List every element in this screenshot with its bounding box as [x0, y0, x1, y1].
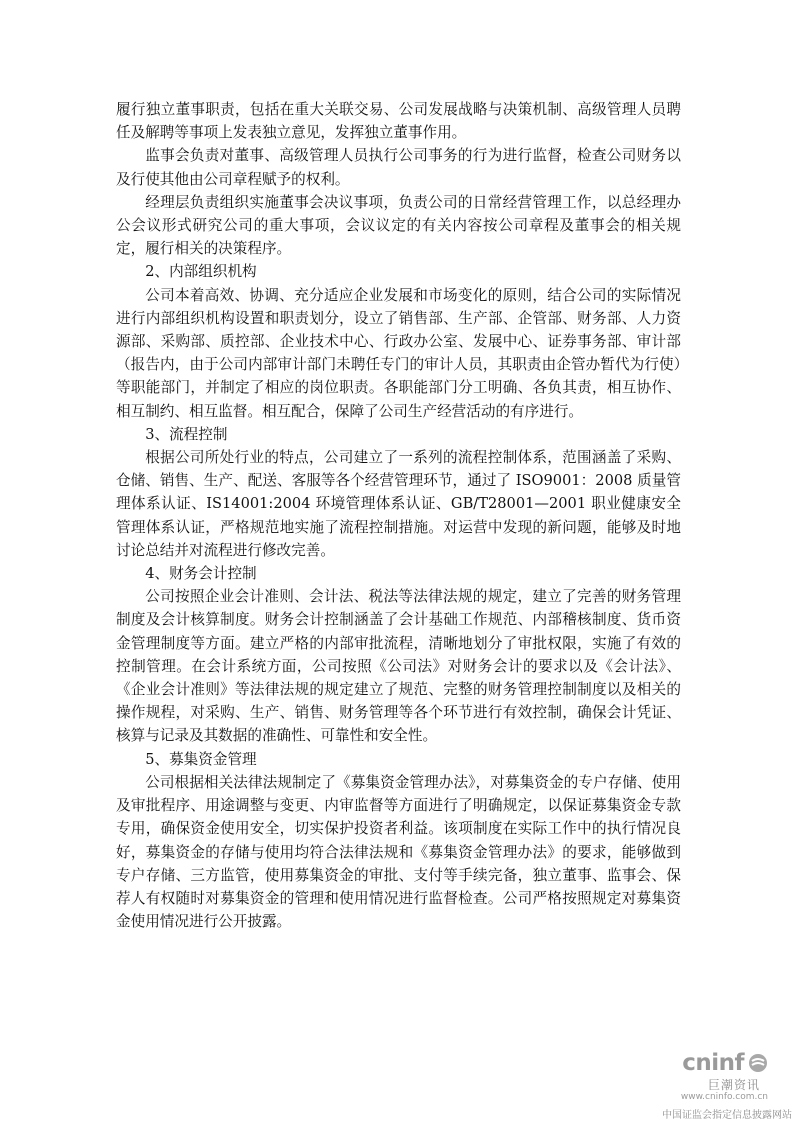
document-body [116, 98, 681, 933]
section-heading: 3、流程控制 [145, 425, 228, 443]
paragraph: 监事会负责对董事、高级管理人员执行公司事务的行为进行监督，检查公司财务以及行使其他由公司章程赋予的权利。 [116, 147, 681, 188]
logo-tagline: 中国证监会指定信息披露网站 [662, 1110, 792, 1121]
section-heading: 5、募集资金管理 [145, 750, 257, 768]
paragraph: 履行独立董事职责，包括在重大关联交易、公司发展战略与决策机制、高级管理人员聘任及解聘等事项上发表独立意见，发挥独立董事作用。 [116, 101, 681, 142]
paragraph: 经理层负责组织实施董事会决议事项，负责公司的日常经营管理工作，以总经理办公会议形式研究公司的重大事项，会议议定的有关内容按公司章程及董事会的相关规定，履行相关的决策程序。 [116, 193, 681, 258]
paragraph: 公司本着高效、协调、充分适应企业发展和市场变化的原则，结合公司的实际情况进行内部组织机构设置和职责划分，设立了销售部、生产部、企管部、财务部、人力资源部、采购部、质控部、企业技术中心、行政办公室、发展中心、证券事务部、审计部（报告内，由于公司内部审计部门未聘任专门的审计人员，其职责由企管办暂代为行使）等职能部门，并制定了相应的岗位职责。各职能部门分工明确、各负其责，相互协作、相互制约、相互监督。相互配合，保障了公司生产经营活动的有序进行。 [116, 286, 681, 420]
paragraph: 公司根据相关法律法规制定了《募集资金管理办法》，对募集资金的专户存储、使用及审批程序、用途调整与变更、内审监督等方面进行了明确规定，以保证募集资金专款专用，确保资金使用安全，切实保护投资者利益。该项制度在实际工作中的执行情况良好，募集资金的存储与使用均符合法律法规和《募集资金管理办法》的要求，能够做到专户存储、三方监管，使用募集资金的审批、支付等手续完备，独立董事、监事会、保荐人有权随时对募集资金的管理和使用情况进行监督检查。公司严格按照规定对募集资金使用情况进行公开披露。 [116, 773, 681, 931]
logo-chinese-name: 巨潮资讯 [707, 1078, 760, 1092]
section-heading: 4、财务会计控制 [145, 565, 257, 583]
section-heading: 2、内部组织机构 [145, 263, 257, 281]
cninfo-watermark [644, 1050, 794, 1123]
logo-url: www.cninfo.com.cn [680, 1092, 768, 1102]
logo-wordmark: cninf [682, 1050, 744, 1076]
paragraph: 根据公司所处行业的特点，公司建立了一系列的流程控制体系，范围涵盖了采购、仓储、销售、生产、配送、客服等各个经营管理环节，通过了 ISO9001：2008 质量管理体系认证、IS14001:2004 环境管理体系认证、GB/T28001—2001 职业健康安全管理体系认证，严格规范地实施了流程控制措施。对运营中发现的新问题，能够及时地讨论总结并对流程进行修改完善。 [116, 449, 681, 559]
cninfo-logo-icon [748, 1053, 768, 1073]
paragraph: 公司按照企业会计准则、会计法、税法等法律法规的规定，建立了完善的财务管理制度及会计核算制度。财务会计控制涵盖了会计基础工作规范、内部稽核制度、货币资金管理制度等方面。建立严格的内部审批流程，清晰地划分了审批权限，实施了有效的控制管理。在会计系统方面，公司按照《公司法》对财务会计的要求以及《会计法》、《企业会计准则》等法律法规的规定建立了规范、完整的财务管理控制制度以及相关的操作规程，对采购、生产、销售、财务管理等各个环节进行有效控制，确保会计凭证、核算与记录及其数据的准确性、可靠性和安全性。 [116, 588, 681, 745]
logo-row [682, 1050, 768, 1076]
